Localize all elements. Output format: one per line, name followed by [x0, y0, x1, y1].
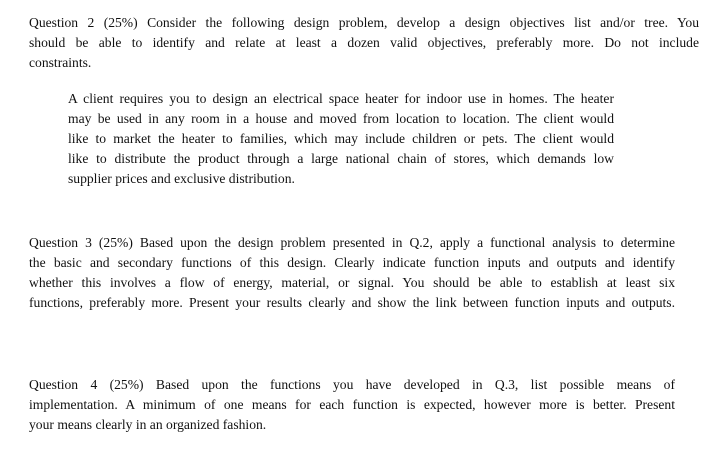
question-4-line: your means clearly in an organized fashion.	[29, 417, 267, 432]
question-3-line: the basic and secondary functions of this design. Clearly indicate function inputs and outputs and identify	[29, 255, 675, 270]
question-3-line: whether this involves a flow of energy, material, or signal. You should be able to establish at least six	[29, 275, 675, 290]
question-4-line: Question 4 (25%) Based upon the functions you have developed in Q.3, list possible means of	[29, 377, 675, 392]
question-4-paragraph	[29, 375, 675, 435]
question-2-line: should be able to identify and relate at least a dozen valid objectives, preferably more. Do not include	[29, 35, 699, 50]
question-4-line: implementation. A minimum of one means for each function is expected, however more is better. Present	[29, 397, 675, 412]
scenario-line: may be used in any room in a house and moved from location to location. The client would	[68, 111, 614, 126]
question-3-line: functions, preferably more. Present your results clearly and show the link between function inputs and outputs.	[29, 295, 675, 310]
scenario-line: like to market the heater to families, which may include children or pets. The client would	[68, 131, 614, 146]
design-problem-scenario	[68, 89, 614, 189]
question-2-line: constraints.	[29, 55, 92, 70]
question-2-line: Question 2 (25%) Consider the following design problem, develop a design objectives list and/or tree. You	[29, 15, 699, 30]
question-3-paragraph	[29, 233, 675, 313]
scenario-line: supplier prices and exclusive distribution.	[68, 171, 295, 186]
question-2-paragraph	[29, 13, 699, 73]
question-3-line: Question 3 (25%) Based upon the design problem presented in Q.2, apply a functional analysis to determine	[29, 235, 675, 250]
scenario-line: A client requires you to design an electrical space heater for indoor use in homes. The heater	[68, 91, 614, 106]
scenario-line: like to distribute the product through a large national chain of stores, which demands low	[68, 151, 614, 166]
